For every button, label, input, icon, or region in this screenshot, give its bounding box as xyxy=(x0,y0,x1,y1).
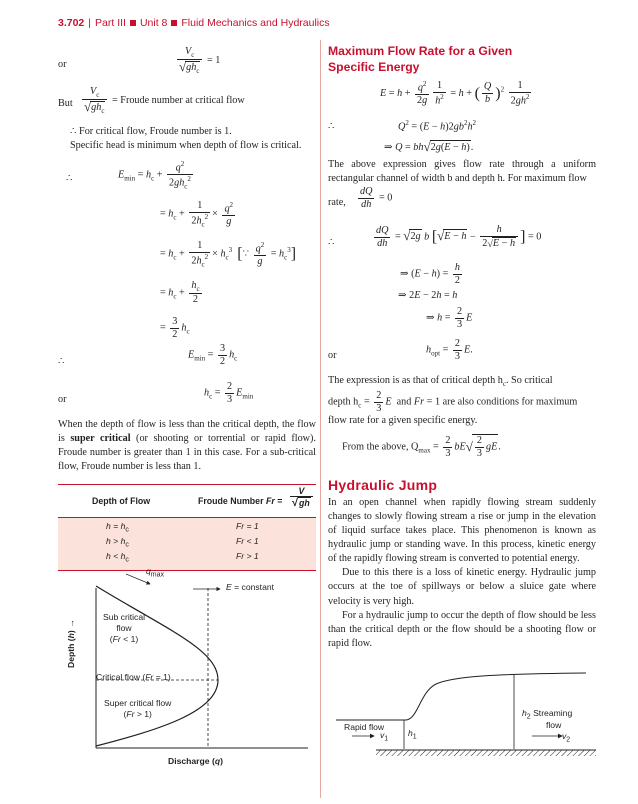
subcritical-label: Sub critical flow (Fr < 1) xyxy=(102,612,146,645)
froude-table xyxy=(58,484,316,571)
step-2e: ⇒ 2E − 2h = h xyxy=(398,290,458,301)
or-label: or xyxy=(58,394,67,405)
step-e-minus-h: ⇒ (E − h) = $\frac{h}{2}$ xyxy=(400,262,460,286)
emin-step-3: = $h_c$ + $\frac{1}{2h_c^2}$ × $h_c^3$ [∵ $\frac{q^2}{g}$ = $h_c^3$] xyxy=(160,240,297,269)
table-row: $h < h_c$ Fr > 1 xyxy=(106,551,259,564)
hydraulic-jump-title: Hydraulic Jump xyxy=(328,477,438,493)
derivative-equation: $\frac{dQ}{dh}$ = √2g b [√E − h − $\frac{h}{2√E - h}$ ] = 0 xyxy=(376,224,542,250)
therefore-symbol: ∴ xyxy=(328,237,335,248)
critical-label: Critical flow (Fr = 1) xyxy=(96,672,171,682)
table-header-froude-frac: $\frac{V}{√gh}$ xyxy=(290,486,313,510)
flow-rate-line: flow rate for a given specific energy. xyxy=(328,415,478,426)
column-divider xyxy=(320,40,321,798)
table-header-depth: Depth of Flow xyxy=(92,496,151,506)
bullet-square-icon xyxy=(130,20,136,26)
econst-label: E = constant xyxy=(226,582,275,592)
subject-label: Fluid Mechanics and Hydraulics xyxy=(181,17,330,29)
energy-equation: E = h + $\frac{q^2}{2g}$ $\frac{1}{h^2}$ = h + ( $\frac{Q}{b}$ )$^2$ $\frac{1}{2gh^2}$ xyxy=(380,80,530,107)
emin-result: $E_{min}$ = $\frac{3}{2}$ $h_c$ xyxy=(188,343,238,367)
specific-head-statement: Specific head is minimum when depth of flow is critical. xyxy=(70,140,302,151)
x-axis-label: Discharge (q) xyxy=(168,756,223,766)
v1-label: $v_1$ xyxy=(380,730,389,743)
h1-label: $h_1$ xyxy=(408,728,417,741)
depth-condition-line: depth $h_c$ = $\frac{2}{3}$ E and Fr = 1 are also conditions for maximum xyxy=(328,390,578,414)
running-header: 3.702 | Part III Unit 8 Fluid Mechanics and Hydraulics xyxy=(58,17,330,29)
supercritical-label: Super critical flow (Fr > 1) xyxy=(104,698,172,720)
q-squared-equation: $Q^2 = (E - h)2gb^2h^2$ xyxy=(398,119,477,133)
unit-label: Unit 8 xyxy=(139,17,168,29)
qmax-label: $q_{max}$ xyxy=(146,566,165,579)
supercritical-paragraph: When the depth of flow is less than the critical depth, the flow is super critical (or shooting or torrential or rapid flow). Froude number is greater than 1 in this case. For a sub-critical flow, Froude number is less than 1. xyxy=(58,419,316,473)
specific-energy-curve xyxy=(96,586,218,746)
q-max-equation: From the above, $Q_{max}$ = $\frac{2}{3}$ bE√ $\frac{2}{3}$ gE. xyxy=(342,435,501,459)
flow-label: flow xyxy=(546,720,562,730)
bullet-square-icon xyxy=(171,20,177,26)
q-equation: ⇒ Q = bh√2g(E − h). xyxy=(384,139,474,154)
critical-flow-statement: ∴ For critical flow, Froude number is 1. xyxy=(70,126,232,137)
v2-label: $v_2$ xyxy=(562,731,571,744)
part-label: Part III xyxy=(95,17,126,29)
h2-label: $h_2$ Streaming xyxy=(522,708,573,721)
critical-depth-line: The expression is as that of critical depth $h_c$. So critical xyxy=(328,375,553,389)
step-h: ⇒ h = $\frac{2}{3}$ E xyxy=(426,306,473,330)
table-row: $h > h_c$ Fr < 1 xyxy=(106,536,259,549)
or-label: or xyxy=(58,59,67,70)
emin-step-4: = $h_c$ + $\frac{h_c}{2}$ xyxy=(160,280,200,306)
rapid-flow-label: Rapid flow xyxy=(344,722,385,732)
h-opt-equation: $h_{opt}$ = $\frac{2}{3}$ E. xyxy=(426,338,473,362)
therefore-symbol: ∴ xyxy=(328,121,335,132)
section-title: Maximum Flow Rate for a Given Specific Energy xyxy=(328,44,513,74)
emin-step-1: $E_{min} = h_c$ + $\frac{q^2}{2gh_c^2}$ xyxy=(118,160,191,191)
equation-froude-critical: $\frac{V_c}{√gh_c}$ = 1 xyxy=(179,46,221,76)
page-number: 3.702 xyxy=(58,17,85,29)
hydraulic-jump-text: In an open channel when rapidly flowing stream suddenly changes to slowly flowing stream a rise or jump in the elevation of liquid surface takes place. This phenomenon is known as hydraulic jump or standing wave. In this process, kinetic energy of the rapidly flowing stream is converted to potential energy. Due to this there is a loss of kinetic energy. Hydraulic jump occurs at the toe of spillways or below a sluice gate where velocity is very high. For a hydraulic jump to occur the depth of flow should be less than the critical depth or the flow should be a shooting flow or rapid flow. xyxy=(328,497,596,649)
flow-rate-paragraph: The above expression gives flow rate through a uniform rectangular channel of width b and depth h. For maximum flow xyxy=(328,159,596,185)
but-label: But xyxy=(58,98,73,109)
emin-step-5: = $\frac{3}{2}$ $h_c$ xyxy=(160,316,190,340)
y-axis-label: Depth (h) → xyxy=(66,619,76,668)
therefore-symbol: ∴ xyxy=(58,356,65,367)
dq-dh-zero: $\frac{dQ}{dh}$ = 0 xyxy=(360,186,393,210)
emin-step-2: = $h_c$ + $\frac{1}{2h_c^2}$ × $\frac{q^2}{g}$ xyxy=(160,200,234,229)
channel-bed-hatch xyxy=(376,750,596,756)
or-label: or xyxy=(328,350,337,361)
froude-definition: $\frac{V_c}{√gh_c}$ = Froude number at critical flow xyxy=(84,86,245,116)
therefore-symbol: ∴ xyxy=(66,173,73,184)
rate-label: rate, xyxy=(328,197,346,208)
hc-result: $h_c$ = $\frac{2}{3}$ $E_{min}$ xyxy=(204,381,254,405)
table-row: $h = h_c$ Fr = 1 xyxy=(106,521,259,534)
table-header-froude: Froude Number Fr = xyxy=(198,496,283,506)
